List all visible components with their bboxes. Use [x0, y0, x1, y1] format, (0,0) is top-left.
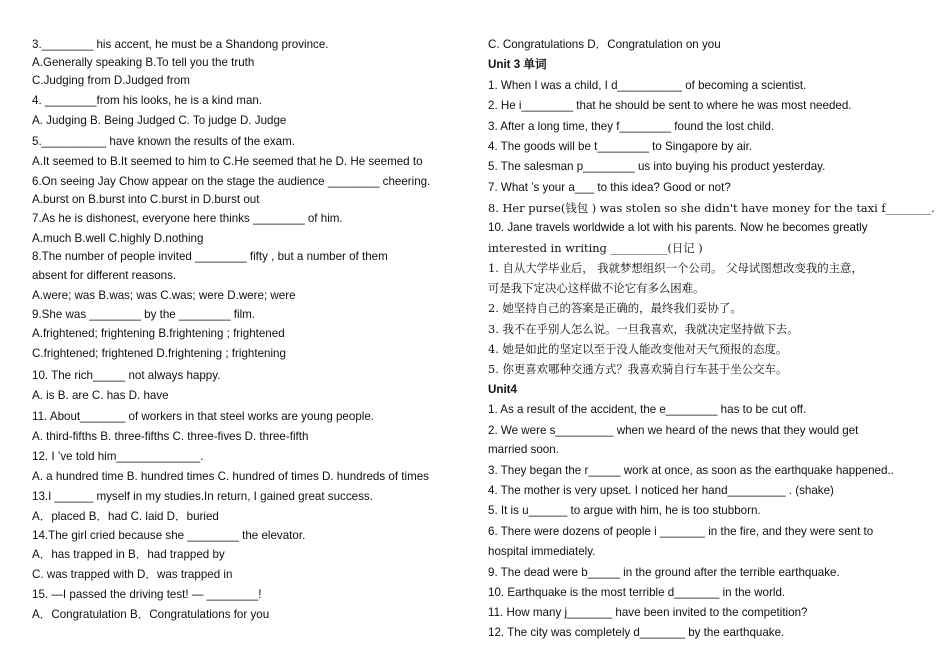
left-line-5: A. Judging B. Being Judged C. To judge D. Judge	[32, 114, 287, 127]
left-line-8: 6.On seeing Jay Chow appear on the stage the audience ________ cheering.	[32, 175, 431, 188]
left-line-2: A.Generally speaking B.To tell you the truth	[32, 56, 255, 69]
right-line-21: married soon.	[488, 443, 559, 456]
right-line-15: 3. 我不在乎别人怎么说。一旦我喜欢，我就决定坚持做下去。	[488, 322, 799, 336]
left-line-7: A.It seemed to B.It seemed to him to C.He seemed that he D. He seemed to	[32, 155, 423, 168]
right-line-6: 4. The goods will be t________ to Singapore by air.	[488, 140, 753, 153]
left-line-4: 4. ________from his looks, he is a kind man.	[32, 94, 263, 107]
left-line-24: 13.I ______ myself in my studies.In return, I gained great success.	[32, 490, 373, 503]
left-line-10: 7.As he is dishonest, everyone here thinks ________ of him.	[32, 212, 343, 225]
right-line-18: Unit4	[488, 383, 517, 396]
right-line-7: 5. The salesman p________ us into buying his product yesterday.	[488, 160, 826, 173]
left-line-9: A.burst on B.burst into C.burst in D.burst out	[32, 193, 260, 206]
left-line-28: C. was trapped with D．was trapped in	[32, 568, 233, 581]
left-line-18: 10. The rich_____ not always happy.	[32, 369, 221, 382]
left-line-23: A. a hundred time B. hundred times C. hundred of times D. hundreds of times	[32, 470, 429, 483]
left-line-17: C.frightened; frightened D.frightening ; frightening	[32, 347, 286, 360]
right-line-10: 10. Jane travels worldwide a lot with his parents. Now he becomes greatly	[488, 221, 868, 234]
left-line-19: A. is B. are C. has D. have	[32, 389, 169, 402]
left-line-29: 15. —I passed the driving test! — ________!	[32, 588, 262, 601]
left-line-20: 11. About_______ of workers in that steel works are young people.	[32, 410, 375, 423]
right-line-17: 5. 你更喜欢哪种交通方式？我喜欢骑自行车甚于坐公交车。	[488, 362, 788, 376]
right-line-24: 5. It is u______ to argue with him, he is too stubborn.	[488, 504, 761, 517]
right-line-8: 7. What ’s your a___ to this idea? Good or not?	[488, 181, 731, 194]
left-line-30: A．Congratulation B．Congratulations for you	[32, 608, 270, 621]
left-line-11: A.much B.well C.highly D.nothing	[32, 232, 204, 245]
right-line-29: 11. How many j_______ have been invited to the competition?	[488, 606, 808, 619]
left-line-13: absent for different reasons.	[32, 269, 177, 282]
right-line-19: 1. As a result of the accident, the e________ has to be cut off.	[488, 403, 807, 416]
left-line-14: A.were; was B.was; was C.was; were D.were; were	[32, 289, 296, 302]
left-line-3: C.Judging from D.Judged from	[32, 74, 190, 87]
right-line-26: hospital immediately.	[488, 545, 596, 558]
right-line-25: 6. There were dozens of people i _______ in the fire, and they were sent to	[488, 525, 874, 538]
right-line-1: C. Congratulations D．Congratulation on you	[488, 38, 721, 51]
left-line-15: 9.She was ________ by the ________ film.	[32, 308, 256, 321]
right-line-16: 4. 她是如此的坚定以至于没人能改变他对天气预报的态度。	[488, 342, 788, 356]
left-line-6: 5.__________ have known the results of the exam.	[32, 135, 295, 148]
left-line-1: 3.________ his accent, he must be a Shandong province.	[32, 38, 329, 51]
right-line-4: 2. He i________ that he should be sent to where he was most needed.	[488, 99, 852, 112]
right-line-28: 10. Earthquake is the most terrible d_______ in the world.	[488, 586, 786, 599]
left-line-21: A. third-fifths B. three-fifths C. three-fives D. three-fifth	[32, 430, 309, 443]
left-line-16: A.frightened; frightening B.frightening ; frightened	[32, 327, 285, 340]
right-line-27: 9. The dead were b_____ in the ground after the terrible earthquake.	[488, 566, 840, 579]
right-line-13: 可是我下定决心这样做不论它有多么困难。	[488, 281, 705, 295]
right-line-20: 2. We were s_________ when we heard of the news that they would get	[488, 424, 859, 437]
right-line-30: 12. The city was completely d_______ by the earthquake.	[488, 626, 785, 639]
left-line-26: 14.The girl cried because she ________ the elevator.	[32, 529, 306, 542]
right-line-22: 3. They began the r_____ work at once, as soon as the earthquake happened..	[488, 464, 894, 477]
right-line-12: 1. 自从大学毕业后， 我就梦想组织一个公司。 父母试图想改变我的主意，	[488, 261, 863, 275]
right-line-23: 4. The mother is very upset. I noticed her hand_________ . (shake)	[488, 484, 834, 497]
left-line-25: A．placed B．had C. laid D．buried	[32, 510, 219, 523]
right-line-5: 3. After a long time, they f________ found the lost child.	[488, 120, 775, 133]
left-line-27: A．has trapped in B．had trapped by	[32, 548, 225, 561]
left-line-22: 12. I ’ve told him_____________.	[32, 450, 204, 463]
right-line-9: 8. Her purse(钱包 ) was stolen so she didn't have money for the taxi f________.	[488, 201, 935, 215]
left-line-12: 8.The number of people invited ________ fifty , but a number of them	[32, 250, 388, 263]
right-line-2: Unit 3 单词	[488, 58, 547, 71]
right-line-14: 2. 她坚持自己的答案是正确的，最终我们妥协了。	[488, 301, 742, 315]
right-line-3: 1. When I was a child, I d__________ of becoming a scientist.	[488, 79, 807, 92]
right-line-11: interested in writing __________(日记 )	[488, 241, 703, 255]
